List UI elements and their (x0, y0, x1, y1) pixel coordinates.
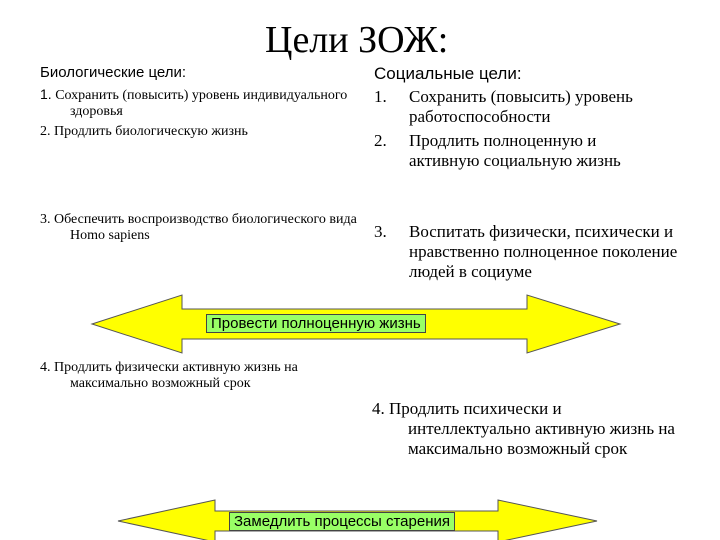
bio-goal-4-num: 4. (40, 360, 51, 375)
bio-goal-4-text: Продлить физически активную жизнь на максимально возможный срок (54, 360, 298, 391)
biological-goals-heading: Биологические цели: (40, 64, 187, 81)
social-goal-1 (374, 87, 694, 131)
bio-goal-2 (40, 124, 370, 140)
bio-goal-3 (40, 212, 370, 244)
social-goals-heading: Социальные цели: (374, 64, 522, 83)
bio-goal-3-num: 3. (40, 212, 51, 227)
bio-goal-1 (40, 86, 360, 120)
social-goal-2-text: Продлить полноценную и активную социальную жизнь (409, 131, 621, 170)
bio-goal-3-text: Обеспечить воспроизводство биологического вида Homo sapiens (54, 212, 357, 243)
social-goal-1-text: Сохранить (повысить) уровень работоспособности (409, 87, 633, 126)
social-goal-4-text: Продлить психически и интеллектуально активную жизнь на максимально возможный срок (389, 399, 675, 458)
arrow-2-label: Замедлить процессы старения (229, 512, 455, 531)
arrow-1-label: Провести полноценную жизнь (206, 314, 426, 333)
social-goal-3 (374, 222, 694, 306)
page-title: Цели ЗОЖ: (265, 19, 449, 61)
bio-goal-4 (40, 360, 370, 392)
social-goal-4 (372, 399, 688, 459)
social-goal-3-text: Воспитать физически, психически и нравственно полноценное поколение людей в социуме (409, 222, 678, 281)
social-goal-2 (374, 131, 694, 175)
bio-goal-2-num: 2. (40, 124, 51, 139)
bio-goal-1-num: 1. (40, 86, 52, 102)
social-goal-3-num: 3. (374, 222, 387, 241)
bio-goal-1-text: Сохранить (повысить) уровень индивидуального здоровья (55, 88, 348, 119)
social-goal-4-num: 4. (372, 399, 385, 418)
bio-goal-2-text: Продлить биологическую жизнь (54, 124, 248, 139)
social-goal-1-num: 1. (374, 87, 387, 106)
social-goal-2-num: 2. (374, 131, 387, 150)
